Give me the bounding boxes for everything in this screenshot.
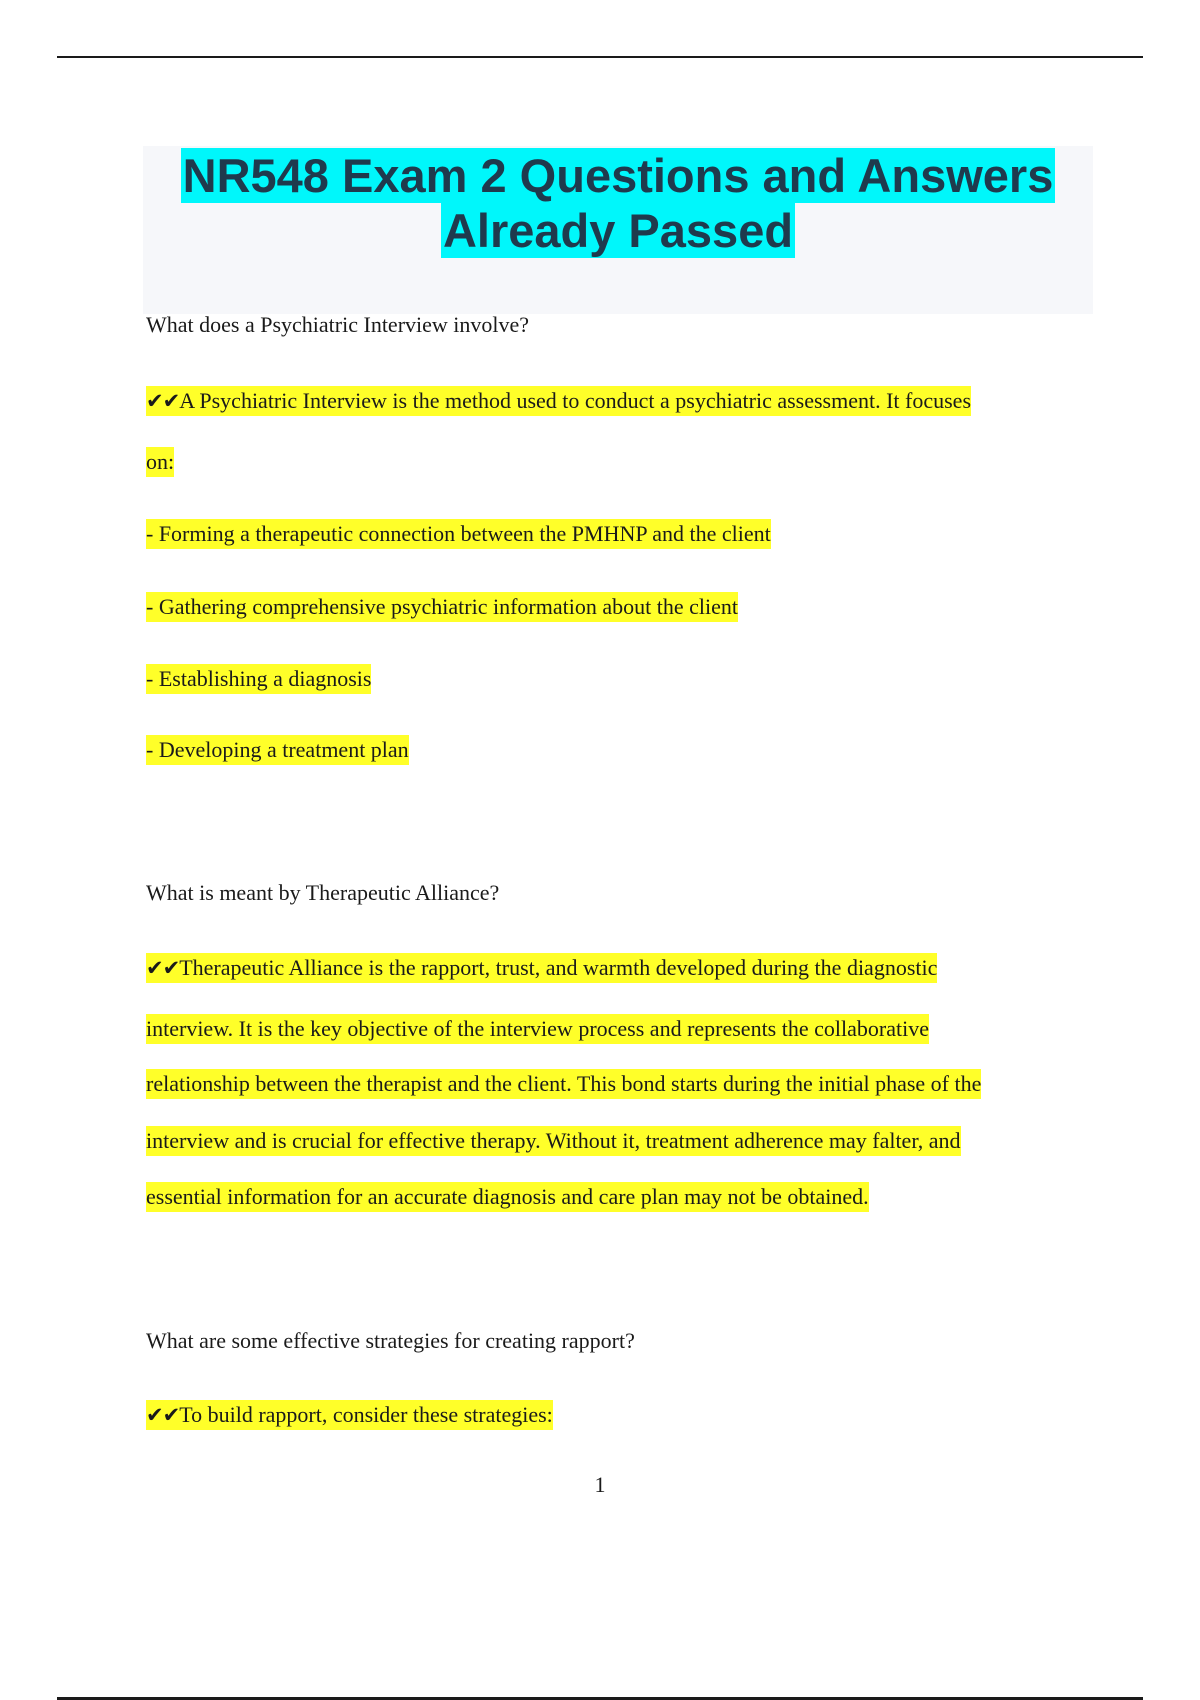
answer-2-line: ✔✔Therapeutic Alliance is the rapport, trust, and warmth developed during the diagnostic xyxy=(146,955,937,981)
answer-2-line: relationship between the therapist and the client. This bond starts during the initial phase of the xyxy=(146,1071,981,1097)
answer-3-line-1: ✔✔To build rapport, consider these strategies: xyxy=(146,1402,553,1428)
document-title-line-1: NR548 Exam 2 Questions and Answers xyxy=(182,149,1054,202)
answer-1-bullet: - Developing a treatment plan xyxy=(146,737,409,763)
question-3: What are some effective strategies for creating rapport? xyxy=(146,1328,635,1353)
answer-1-bullet: - Establishing a diagnosis xyxy=(146,666,371,692)
page-number: 1 xyxy=(594,1472,606,1497)
check-mark-icon: ✔✔ xyxy=(146,389,180,413)
top-rule xyxy=(57,56,1143,58)
answer-1-bullet: - Gathering comprehensive psychiatric information about the client xyxy=(146,594,738,620)
check-mark-icon: ✔✔ xyxy=(146,956,180,980)
title-panel xyxy=(143,146,1093,314)
answer-2-line: essential information for an accurate diagnosis and care plan may not be obtained. xyxy=(146,1184,869,1210)
answer-1-line-1: ✔✔A Psychiatric Interview is the method used to conduct a psychiatric assessment. It focuses xyxy=(146,388,971,414)
answer-2-line: interview and is crucial for effective therapy. Without it, treatment adherence may falter, and xyxy=(146,1128,961,1154)
answer-1-bullet: - Forming a therapeutic connection between the PMHNP and the client xyxy=(146,521,771,547)
answer-2-line: interview. It is the key objective of the interview process and represents the collaborative xyxy=(146,1016,929,1042)
check-mark-icon: ✔✔ xyxy=(146,1403,180,1427)
answer-1-line-2: on: xyxy=(146,449,174,475)
question-1: What does a Psychiatric Interview involve? xyxy=(146,312,530,337)
question-2: What is meant by Therapeutic Alliance? xyxy=(146,880,500,905)
document-title-line-2: Already Passed xyxy=(442,204,794,257)
